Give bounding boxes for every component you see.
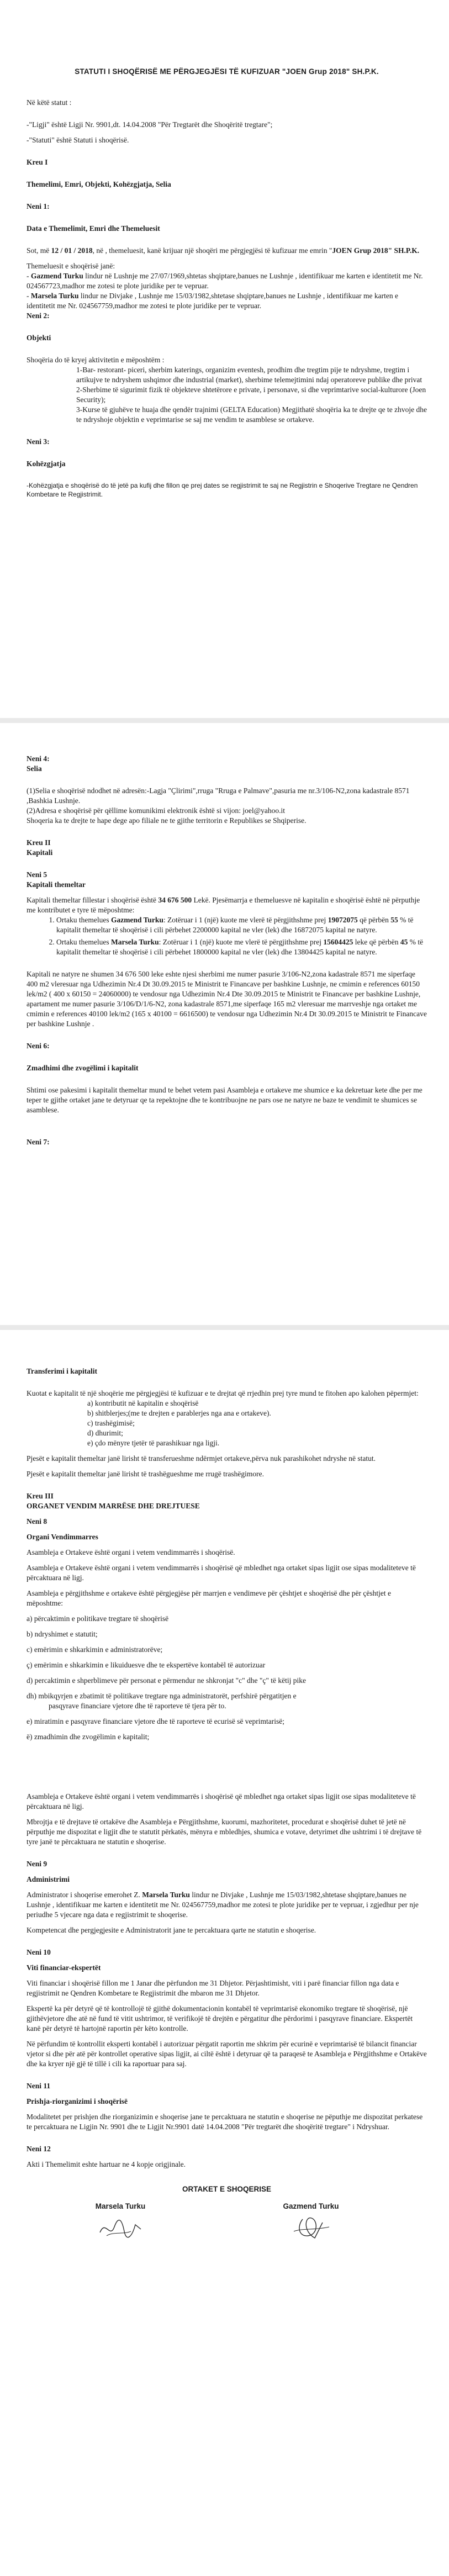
- neni-9-para-1: Administrator i shoqerise emerohet Z. Marsela Turku lindur ne Divjake , Lushnje me 15/03/1982,shtetase shqiptare,banues ne Lushnje , identifikuar me karten e identitetit me Nr. 024567759,madhor me zotesi te plote juridike per te vepruar, i zgjedhur per nje periudhe 5 vjecare nga data e regjistrimit te shoqerise.: [27, 1891, 419, 1919]
- transfer-item-a: a) kontributit në kapitalin e shoqërisë: [87, 1399, 199, 1407]
- transfer-item-d: d) dhurimit;: [87, 1429, 123, 1437]
- neni-10-para-2: Ekspertë ka për detyrë që të kontrollojë të gjithë dokumentacionin kontabël të veprimtarisë ekonomiko tregtare të shoqërisë, një gjithëvjetore dhe atë në fund të vitit ushtrimor, të verifikojë të drejtën e përgatitur dhe përdorimi i pasqyrave financiare. Ekspertët kanë për detyrë të hartojnë raportin për këto kontrolle.: [27, 2004, 413, 2033]
- signatures: [27, 2202, 427, 2242]
- kreu-1-title: Themelimi, Emri, Objekti, Kohëzgjatja, Selia: [27, 180, 171, 188]
- intro-line: Në këtë statut :: [27, 98, 72, 107]
- document-page-1: [0, 0, 449, 718]
- neni-5-label: Neni 5: [27, 870, 47, 879]
- selia-3: Shoqeria ka te drejte te hape dege apo filiale ne te gjithe territorin e Republikes se Shqiperise.: [27, 816, 307, 825]
- neni-8-label: Neni 8: [27, 1517, 47, 1525]
- neni-6-text: Shtimi ose pakesimi i kapitalit themeltar mund te behet vetem pasi Asambleja e ortakeve me shumice e ka dekretuar kete dhe per me teper te gjithe ortaket jane te detyruar qe ta repektojne dhe te kontribuojne ne pars ose ne natyre ne baze te vendimit te shumices se asamblese.: [27, 1086, 422, 1114]
- founding-date: 12 / 01 / 2018: [51, 246, 93, 255]
- document-page-2: [0, 723, 449, 1325]
- selia-2: (2)Adresa e shoqërisë për qëllime komunikimi elektronik është si vijon: joel@yahoo.it: [27, 806, 285, 815]
- neni-8-para-4: Asambleja e Ortakeve është organi i vetem vendimmarrës i shoqërisë që mbledhet nga ortaket sipas ligjit ose sipas modaliteteve të përcaktuara në ligj.: [27, 1792, 416, 1810]
- signature-scribble-2-icon: [286, 2215, 336, 2242]
- neni-11-para-1: Modalitetet per prishjen dhe riorganizimin e shoqerise jane te percaktuara ne statutin e shoqerise ne pëputhje me dispozitat perkatese te percaktuara ne Ligjin Nr. 9901 dhe te Ligjit Nr.9901 datë 14.04.2008 "Për tregtarët dhe shoqëritë tregtare" i Ndryshuar.: [27, 2113, 423, 2131]
- kreu-3-label: Kreu III: [27, 1492, 54, 1500]
- neni-10-para-1: Viti financiar i shoqërisë fillon me 1 Janar dhe përfundon me 31 Dhjetor. Përjashtimisht, viti i parë financiar fillon nga data e regjistrimit ne Qendren Kombetare te Regjistrimit dhe mbaron me 31 Dhjetor.: [27, 1979, 399, 1997]
- neni-10-para-3: Në përfundim të kontrollit eksperti kontabël i autorizuar përgatit raportin me shkrim për ecurinë e veprimtarisë të bilancit financiar vjetor si dhe për atë për kontrollet operative sipas ligjit, ai ciltë është i detyruar që ta paraqesë te Asambleja e Përgjithshme e Ortakëve dhe ka kryer një gjë të tillë i cili ka raportuar para saj.: [27, 2040, 427, 2068]
- transfer-title: Transferimi i kapitalit: [27, 1367, 97, 1375]
- neni-8-item-dh-cont: pasqyrave financiare vjetore dhe të raporteve të tjera për to.: [49, 1702, 226, 1710]
- neni-11-title: Prishja-riorganizimi i shoqërisë: [27, 2097, 128, 2105]
- objekti-intro: Shoqëria do të kryej aktivitetin e mëposhtëm :: [27, 356, 165, 364]
- neni-8-item-a: a) përcaktimin e politikave tregtare të shoqërisë: [27, 1614, 169, 1623]
- neni-8-para-3: Asambleja e përgjithshme e ortakeve është përgjegjëse për marrjen e vendimeve për çështjet e shoqërisë dhe për çështjet e mëposhtme:: [27, 1589, 391, 1607]
- capital-item-1: 1. Ortaku themelues Gazmend Turku: Zotëruar i 1 (një) kuote me vlerë të përgjithshme prej 19072075 që përbën 55 % të kapitalit themeltar të shoqërisë i cili përbehet 2200000 kapital ne vler (lek) dhe 16872075 kapital ne natyre.: [56, 915, 427, 935]
- kreu-2-title: Kapitali: [27, 848, 53, 857]
- neni-8-para-5: Mbrojtja e të drejtave të ortakëve dhe Asambleja e Përgjithshme, kuorumi, mazhoritetet, procedurat e shoqërisë duhet të jetë në përputhje me dispozitat e ligjit dhe te statutit përkatës, mënyra e mbledhjes, shumica e votave, detyrimet dhe ushtrimi i të drejtave të tyre janë te përcaktuara ne statutin e shoqerise.: [27, 1818, 422, 1846]
- neni-8-item-d: d) percaktimin e shperblimeve për personat e përmendur ne shkronjat "c" dhe "ç" të këtij pike: [27, 1676, 306, 1685]
- neni-8-item-c: c) emërimin e shkarkimin e administratorëve;: [27, 1645, 163, 1654]
- neni-3-label: Neni 3:: [27, 437, 50, 446]
- neni-8-title: Organi Vendimmarres: [27, 1533, 98, 1541]
- neni-6-title: Zmadhimi dhe zvogëlimi i kapitalit: [27, 1064, 139, 1072]
- neni-1-label: Neni 1:: [27, 202, 50, 210]
- signature-scribble-1-icon: [96, 2215, 145, 2242]
- neni-9-para-2: Kompetencat dhe pergjegjesite e Administratorit jane te percaktuara qarte ne statutin e shoqerise.: [27, 1926, 316, 1934]
- definition-statuti: -"Statuti" është Statuti i shoqërisë.: [27, 136, 129, 144]
- neni-11-label: Neni 11: [27, 2082, 51, 2090]
- neni-3-text: -Kohëzgjatja e shoqërisë do të jetë pa kufij dhe fillon qe prej dates se regjistrimit te saj ne Regjistrin e Shoqerive Tregtare ne Qendren Kombetare te Regjistrimit.: [27, 482, 418, 498]
- capital-amount: 34 676 500: [158, 896, 192, 904]
- definition-ligji: -"Ligji" është Ligji Nr. 9901,dt. 14.04.2008 "Për Tregtarët dhe Shoqëritë tregtare";: [27, 120, 273, 129]
- founders-label: Themeluesit e shoqërisë janë:: [27, 262, 115, 270]
- kreu-2-label: Kreu II: [27, 838, 51, 847]
- company-name: JOEN Grup 2018: [332, 246, 388, 255]
- kreu-3-title: ORGANET VENDIM MARRËSE DHE DREJTUESE: [27, 1502, 200, 1510]
- objekti-item-3: 3-Kurse të gjuhëve te huaja dhe qendër trajnimi (GELTA Education) Megjithatë shoqëria ka te drejte qe te zhvoje dhe te ndryshoje objektin e veprimtarise se saj me vendim te asamblese se ortakeve.: [76, 405, 427, 424]
- neni-8-item-b: b) ndryshimet e statutit;: [27, 1630, 98, 1638]
- neni-1-title: Data e Themelimit, Emri dhe Themeluesit: [27, 224, 160, 233]
- neni-8-item-eh: ë) zmadhimin dhe zvogëlimin e kapitalit;: [27, 1733, 150, 1741]
- transfer-item-b: b) shitblerjes;(me te drejten e parablerjes nga ana e ortakeve).: [87, 1409, 271, 1417]
- neni-10-label: Neni 10: [27, 1948, 51, 1956]
- neni-8-para-2: Asambleja e Ortakeve është organi i vetem vendimmarrës i shoqërisë që mbledhet nga ortaket sipas ligjit ose sipas modaliteteve të përcaktuara në ligj.: [27, 1564, 416, 1582]
- signatory-name-2: Gazmend Turku: [283, 2202, 339, 2210]
- kreu-1-label: Kreu I: [27, 158, 48, 166]
- neni-8-para-1: Asambleja e Ortakeve është organi i vetem vendimmarrës i shoqërisë.: [27, 1548, 235, 1556]
- closing-line: Akti i Themelimit eshte hartuar ne 4 kopje origjinale.: [27, 2160, 186, 2168]
- statute-title: STATUTI I SHOQËRISË ME PËRGJEGJËSI TË KUFIZUAR "JOEN Grup 2018" SH.P.K.: [75, 67, 379, 76]
- founder-1: - Gazmend Turku lindur në Lushnje me 27/07/1969,shtetas shqiptare,banues ne Lushnje , identifikuar me karten e identitetit me Nr. 024567723,madhor me zotesi te plote juridike per te vepruar.: [27, 272, 423, 290]
- objekti-item-2: 2-Sherbime të sigurimit fizik të objekteve shtetërore e private, i personave, si dhe veprimtarive social-kulturore (Joen Security);: [76, 386, 426, 404]
- neni-8-item-e: e) miratimin e pasqyrave financiare vjetore dhe të raporteve të ecurisë së veprimtarisë;: [27, 1717, 285, 1725]
- neni-2-title: Objekti: [27, 334, 51, 342]
- founder-2: - Marsela Turku lindur ne Divjake , Lushnje me 15/03/1982,shtetase shqiptare,banues ne Lushnje , identifikuar me karten e identitetit me Nr. 024567759,madhor me zotesi te plote juridike per te vepruar.: [27, 292, 399, 310]
- transfer-para-2: Pjesët e kapitalit themeltar janë lirisht të trashëgueshme me rrugë trashëgimore.: [27, 1470, 264, 1478]
- owners-heading: ORTAKET E SHOQERISE: [182, 2185, 272, 2193]
- neni-8-item-ch: ç) emërimin e shkarkimin e likuiduesve dhe te ekspertëve kontabël të autorizuar: [27, 1661, 266, 1669]
- selia-1: (1)Selia e shoqërisë ndodhet në adresën:-Lagja "Çlirimi",rruga "Rruga e Palmave",pasuria me nr.3/106-N2,zona kadastrale 8571 ,Bashkia Lushnje.: [27, 786, 410, 805]
- signatory-name-1: Marsela Turku: [95, 2202, 146, 2210]
- transfer-item-c: c) trashëgimisë;: [87, 1419, 135, 1427]
- transfer-para-1: Pjesët e kapitalit themeltar janë lirisht të transferueshme ndërmjet ortakeve,përva nuk parashikohet ndryshe në statut.: [27, 1454, 376, 1463]
- neni-9-title: Administrimi: [27, 1875, 70, 1883]
- neni-4-title: Selia: [27, 764, 42, 773]
- capital-item-2: 2. Ortaku themelues Marsela Turku: Zotëruar i 1 (një) kuote me vlerë të përgjithshme prej 15604425 leke që përbën 45 % të kapitalit themeltar të shoqërisë i cili përbehet 1800000 kapital ne vler (lek) dhe 13804425 kapital ne natyre.: [56, 937, 427, 957]
- neni-9-label: Neni 9: [27, 1860, 47, 1868]
- kapitali-natyre-text: Kapitali ne natyre ne shumen 34 676 500 leke eshte njesi sherbimi me numer pasurie 3/106-N2,zona kadastrale 8571 me siperfaqe 400 m2 vleresuar nga Udhezimin Nr.4 Dt 30.09.2015 te Ministrit te Financave per bashkine Lushnje, ne cmimin e references 60150 lek/m2 ( 400 x 60150 = 24060000) te vendosur nga Udhezimin Nr.4 Dte 30.09.2015 te Ministrit te Financave per bashkine Lushnje, apartament me numer pasurie 3/106/D/1/6-N2, zona kadastrale 8571,me siperfaqe 165 m2 vleresuar me marrveshje nga ortaket me cmimin e references 40100 lek/m2 (165 x 40100 = 6616500) te vendosur nga Udhezimin Nr.4 Dt 30.09.2015 te Ministrit te Financave per bashkine Lushnje .: [27, 970, 427, 1028]
- neni-10-title: Viti financiar-ekspertët: [27, 1963, 101, 1972]
- neni-6-label: Neni 6:: [27, 1042, 50, 1050]
- neni-1-text: Sot, më 12 / 01 / 2018, në , themeluesit, kanë krijuar një shoqëri me përgjegjësi të kufizuar me emrin "JOEN Grup 2018" SH.P.K.: [27, 246, 420, 255]
- neni-5-title: Kapitali themeltar: [27, 880, 86, 889]
- signature-block-2: [247, 2202, 374, 2242]
- transfer-intro: Kuotat e kapitalit të një shoqërie me përgjegjësi të kufizuar e te drejtat që rrjedhin prej tyre mund te fitohen apo kalohen pëpermjet:: [27, 1389, 419, 1397]
- document-page-3: [0, 1330, 449, 2576]
- neni-4-label: Neni 4:: [27, 754, 50, 763]
- neni-7-label: Neni 7:: [27, 1138, 50, 1146]
- signature-block-1: [57, 2202, 184, 2242]
- neni-12-label: Neni 12: [27, 2145, 51, 2153]
- objekti-item-1: 1-Bar- restorant- piceri, sherbim katerings, organizim eventesh, prodhim dhe tregtim pije te ndryshme, tregtim i artikujve te ndryshem ushqimor dhe industrial (market), sherbime telemejtimini ndaj operatoreve publike dhe privat: [76, 366, 422, 384]
- neni-3-title: Kohëzgjatja: [27, 460, 66, 468]
- kapitali-text: Kapitali themeltar fillestar i shoqërisë është 34 676 500 Lekë. Pjesëmarrja e themeluesve në kapitalin e shoqërisë është në përputhje me kontributet e tyre të mëposhtme:: [27, 896, 420, 914]
- neni-8-item-dh: dh) mbikqyrjen e zbatimit të politikave tregtare nga administratorët, perfshirë përgatitjen e: [27, 1692, 297, 1700]
- transfer-item-e: e) çdo mënyre tjetër të parashikuar nga ligji.: [87, 1439, 220, 1447]
- neni-2-label: Neni 2:: [27, 312, 50, 320]
